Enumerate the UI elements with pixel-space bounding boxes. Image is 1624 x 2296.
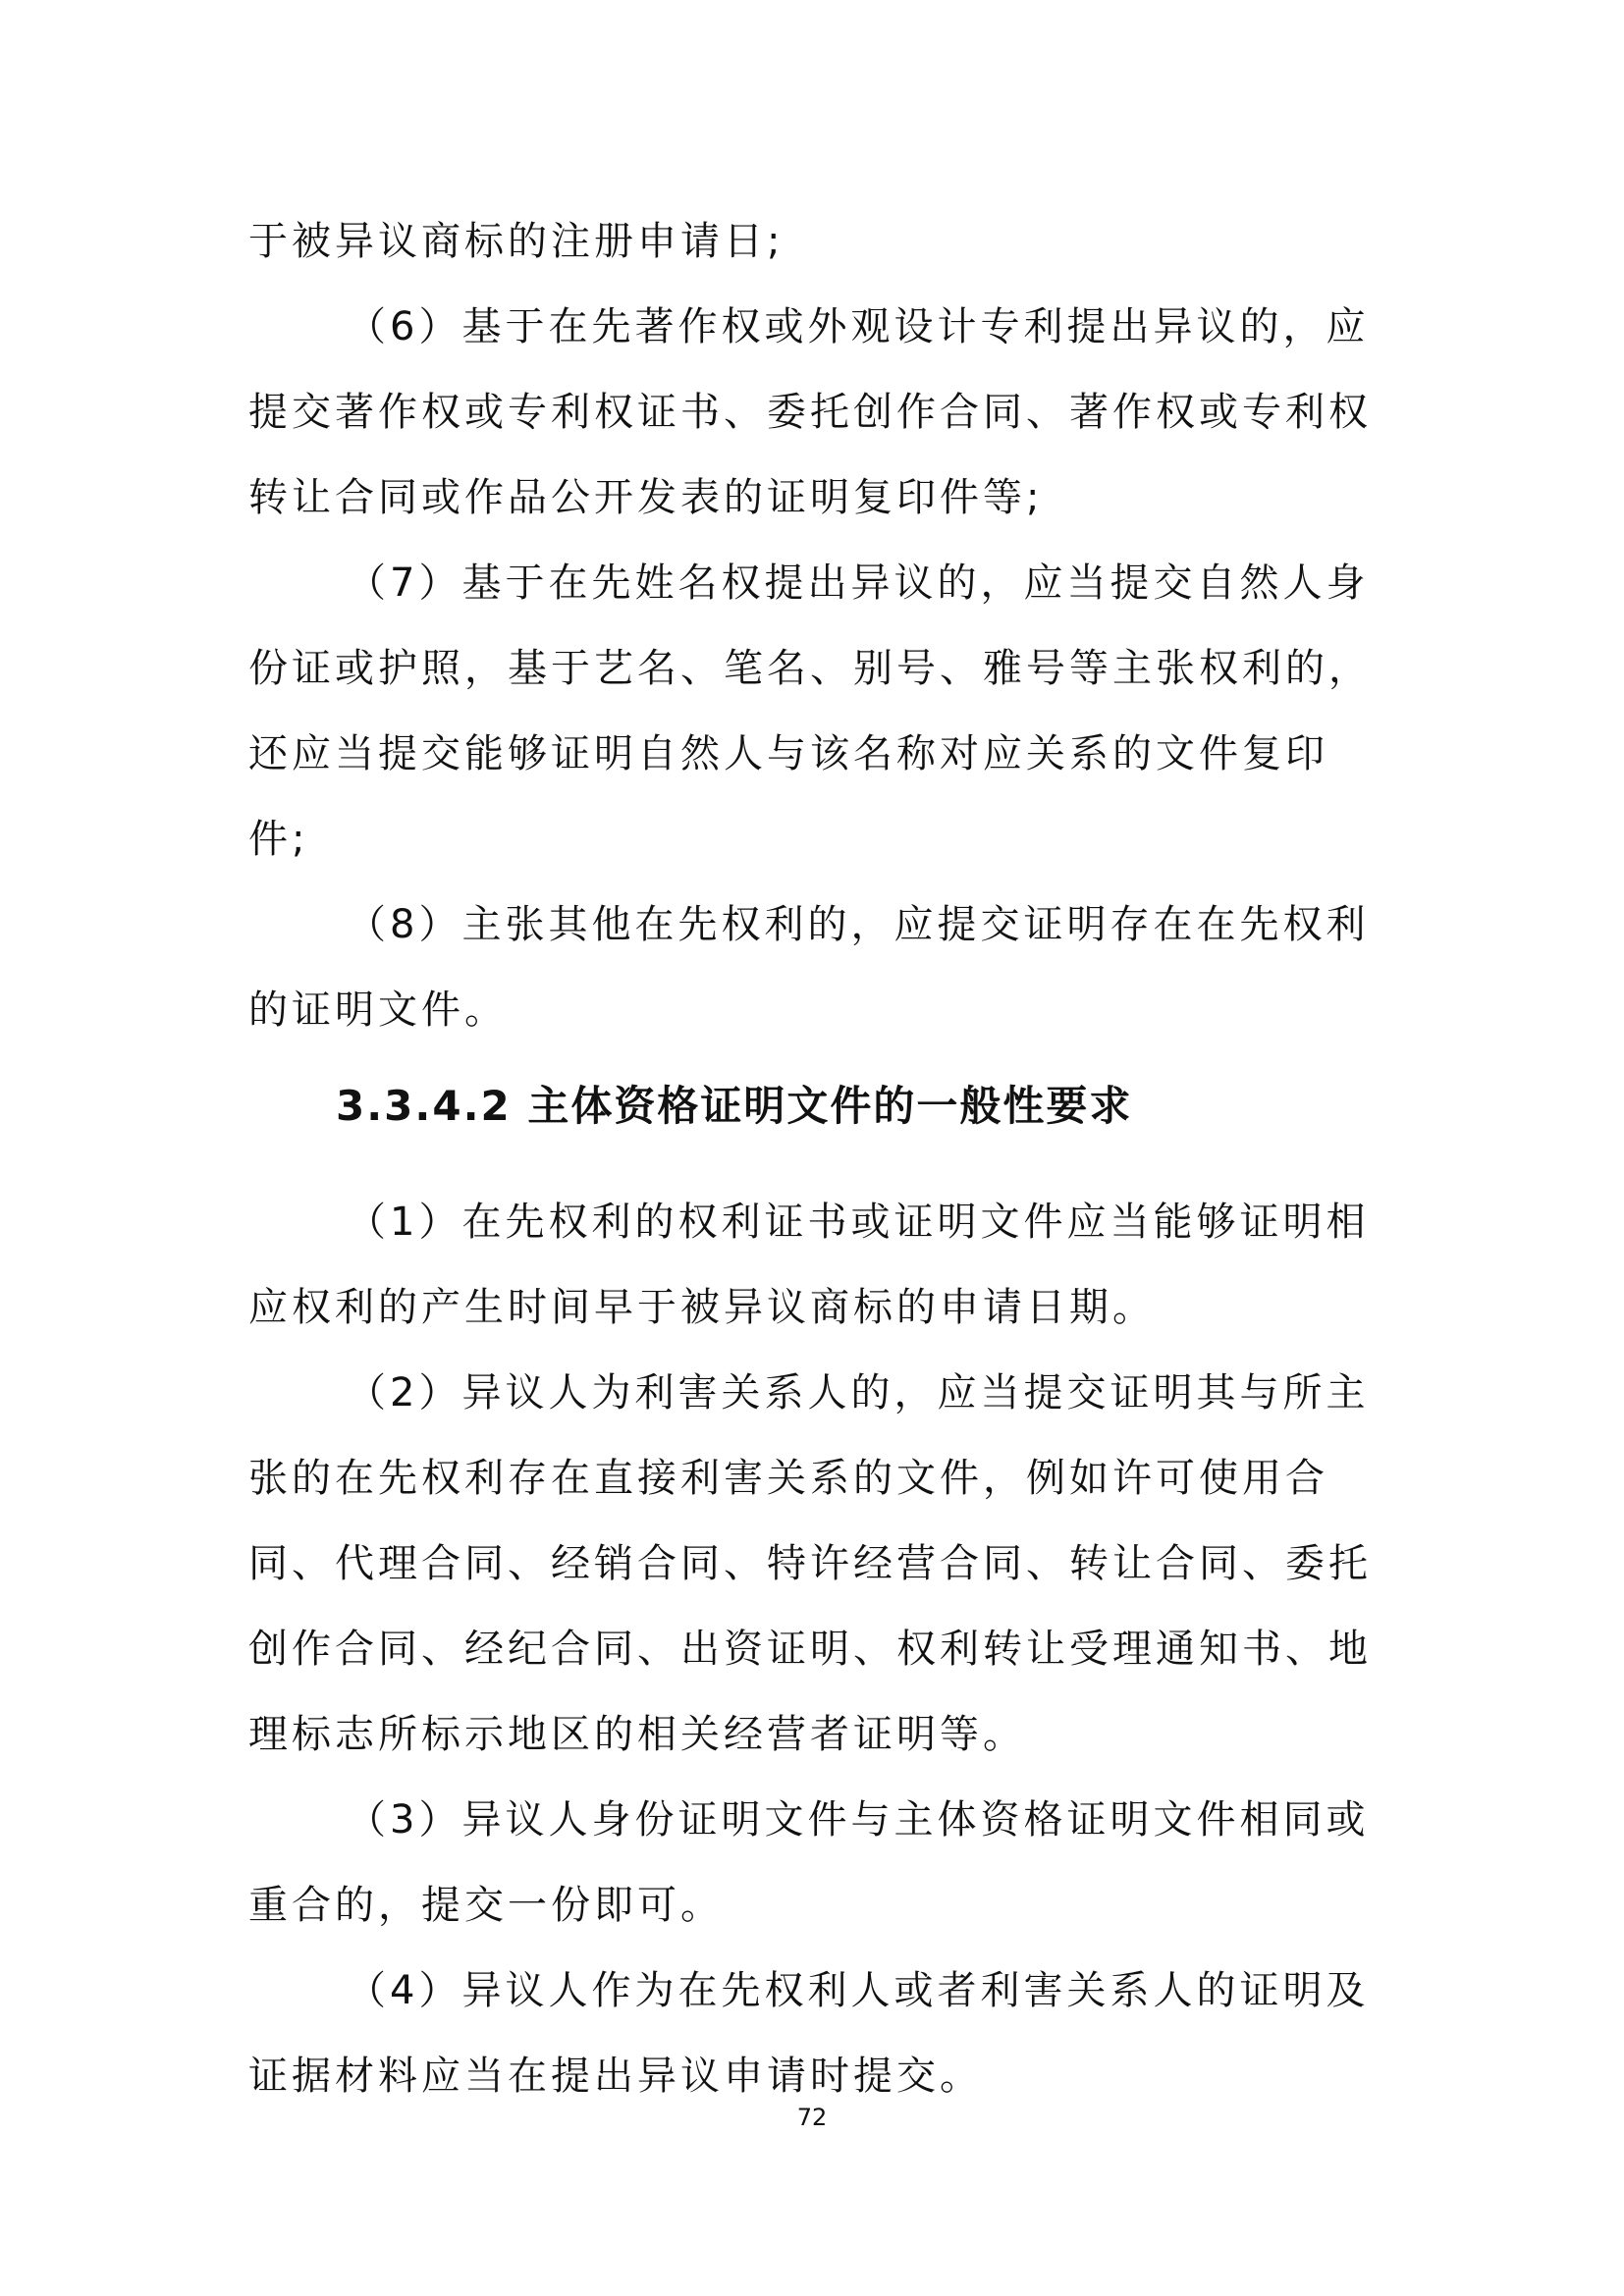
text-line: 同、代理合同、经销合同、特许经营合同、转让合同、委托 bbox=[248, 1541, 1372, 1586]
text-line: 证据材料应当在提出异议申请时提交。 bbox=[248, 2054, 983, 2099]
text-line: 张的在先权利存在直接利害关系的文件，例如许可使用合 bbox=[248, 1456, 1328, 1501]
text-line: 理标志所标示地区的相关经营者证明等。 bbox=[248, 1712, 1026, 1757]
text-line: 提交著作权或专利权证书、委托创作合同、著作权或专利权 bbox=[248, 390, 1372, 435]
text-line: 还应当提交能够证明自然人与该名称对应关系的文件复印 bbox=[248, 731, 1328, 776]
text-line: （6）基于在先著作权或外观设计专利提出异议的，应 bbox=[347, 304, 1370, 349]
text-line: （8）主张其他在先权利的，应提交证明存在在先权利 bbox=[347, 902, 1370, 947]
page-number: 72 bbox=[796, 2104, 828, 2131]
section-heading: 3.3.4.2 主体资格证明文件的一般性要求 bbox=[336, 1082, 1133, 1130]
text-line: （4）异议人作为在先权利人或者利害关系人的证明及 bbox=[347, 1968, 1370, 2013]
text-line: 重合的，提交一份即可。 bbox=[248, 1883, 724, 1928]
text-line: 创作合同、经纪合同、出资证明、权利转让受理通知书、地 bbox=[248, 1627, 1372, 1672]
text-line: 件; bbox=[248, 817, 309, 862]
text-line: （2）异议人为利害关系人的，应当提交证明其与所主 bbox=[347, 1370, 1370, 1415]
text-line: （7）基于在先姓名权提出异议的，应当提交自然人身 bbox=[347, 561, 1370, 606]
text-line: 转让合同或作品公开发表的证明复印件等; bbox=[248, 475, 1044, 520]
text-line: 的证明文件。 bbox=[248, 988, 508, 1033]
text-line: 应权利的产生时间早于被异议商标的申请日期。 bbox=[248, 1285, 1156, 1330]
text-line: 于被异议商标的注册申请日; bbox=[248, 219, 785, 264]
text-line: （1）在先权利的权利证书或证明文件应当能够证明相 bbox=[347, 1200, 1370, 1245]
text-line: （3）异议人身份证明文件与主体资格证明文件相同或 bbox=[347, 1797, 1370, 1842]
text-line: 份证或护照，基于艺名、笔名、别号、雅号等主张权利的， bbox=[248, 646, 1372, 691]
